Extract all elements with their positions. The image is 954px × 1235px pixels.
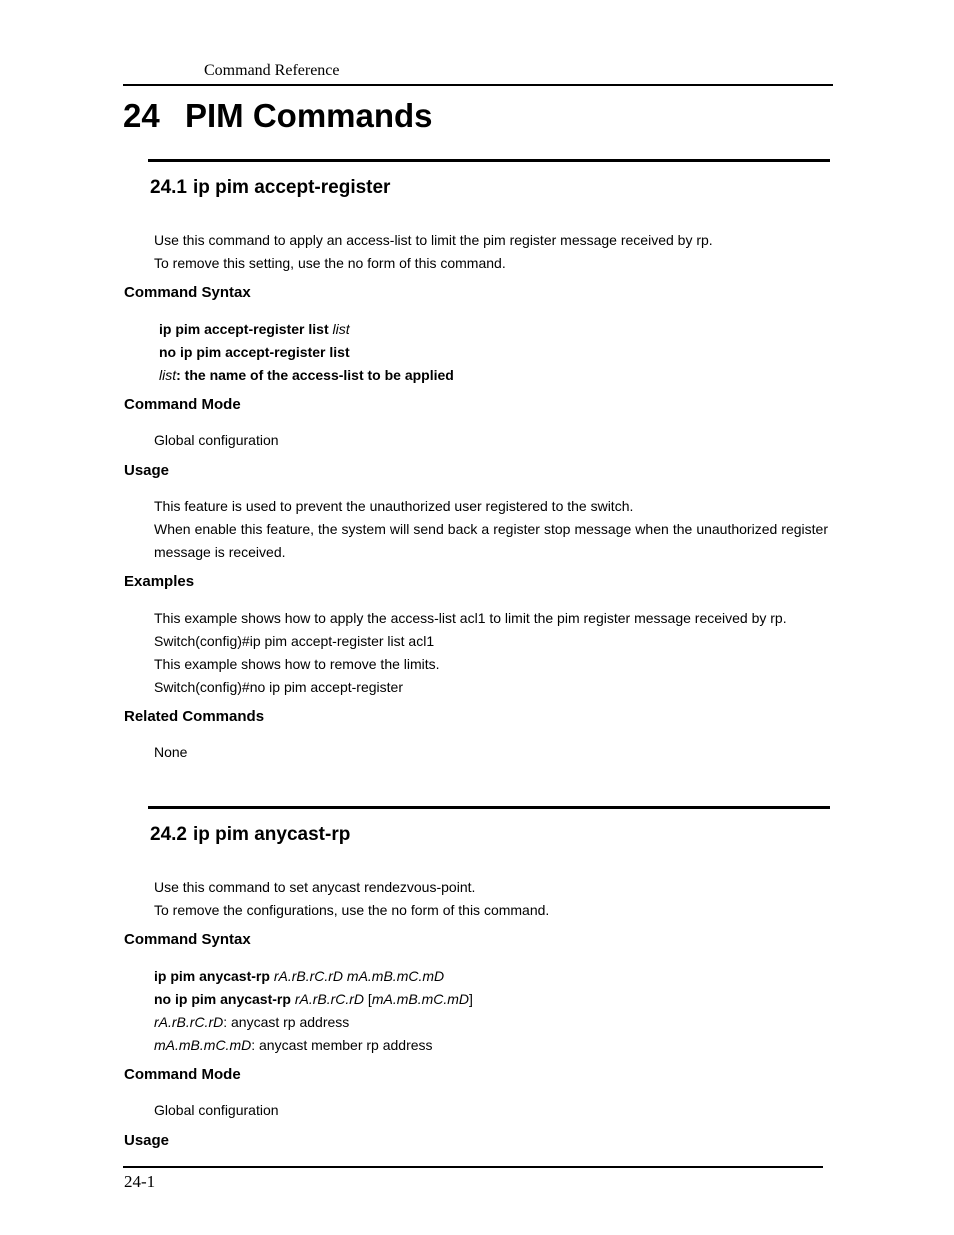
paragraph: To remove this setting, use the no form of this command.: [154, 255, 506, 271]
subheading-command-mode: Command Mode: [124, 1066, 241, 1083]
section-rule: [148, 159, 830, 162]
paragraph: Use this command to set anycast rendezvous-point.: [154, 879, 476, 895]
code-line: Switch(config)#ip pim accept-register list acl1: [154, 633, 435, 649]
chapter-number: 24: [123, 97, 160, 134]
syntax-argument: list: [159, 367, 177, 383]
syntax-command: no ip pim anycast-rp: [154, 991, 291, 1007]
paragraph: When enable this feature, the system will send back a register stop message when the unauthorized register message is received.: [154, 521, 828, 560]
syntax-optional-argument: mA.mB.mC.mD: [371, 991, 470, 1007]
command-syntax-block: [159, 318, 454, 387]
syntax-argument: rA.rB.rC.rD: [294, 991, 365, 1007]
related-commands-text: None: [154, 744, 188, 760]
syntax-argument-description: : anycast member rp address: [251, 1037, 433, 1053]
subheading-command-syntax: Command Syntax: [124, 284, 251, 301]
command-mode-text: Global configuration: [154, 432, 279, 448]
syntax-argument: list: [332, 321, 350, 337]
subheading-related-commands: Related Commands: [124, 708, 265, 725]
paragraph: This example shows how to apply the access-list acl1 to limit the pim register message received by rp.: [154, 610, 787, 626]
syntax-command: no ip pim accept-register list: [159, 344, 350, 360]
section-number: 24.2: [150, 824, 187, 845]
usage-text: [154, 495, 828, 564]
syntax-argument: mA.mB.mC.mD: [154, 1037, 252, 1053]
header-rule: [123, 84, 833, 86]
subheading-usage: Usage: [124, 462, 170, 479]
subheading-command-syntax: Command Syntax: [124, 931, 251, 948]
syntax-argument: rA.rB.rC.rD mA.mB.mC.mD: [273, 968, 445, 984]
code-line: Switch(config)#no ip pim accept-register: [154, 679, 403, 695]
section-intro: [154, 876, 549, 922]
section-rule: [148, 806, 830, 809]
syntax-argument-description: : anycast rp address: [223, 1014, 350, 1030]
command-mode-text: Global configuration: [154, 1102, 279, 1118]
syntax-line: [159, 318, 454, 341]
paragraph: To remove the configurations, use the no form of this command.: [154, 902, 550, 918]
examples-text: [154, 607, 787, 699]
syntax-line: [159, 364, 454, 387]
syntax-line: [159, 341, 454, 364]
syntax-line: [154, 988, 473, 1011]
running-header: Command Reference: [204, 62, 340, 79]
syntax-line: [154, 965, 473, 988]
section-heading: [150, 824, 350, 846]
syntax-argument: rA.rB.rC.rD: [154, 1014, 224, 1030]
syntax-line: [154, 1034, 473, 1057]
chapter-title: [123, 97, 433, 135]
section-heading: [150, 177, 390, 199]
syntax-argument-description: : the name of the access-list to be applied: [176, 367, 454, 383]
subheading-examples: Examples: [124, 573, 195, 590]
syntax-line: [154, 1011, 473, 1034]
optional-close-bracket: ]: [469, 991, 473, 1007]
section-number: 24.1: [150, 177, 187, 198]
page-number: 24-1: [124, 1172, 156, 1191]
optional-open-bracket: [: [367, 991, 372, 1007]
command-syntax-block: [154, 965, 473, 1057]
section-intro: [154, 229, 713, 275]
paragraph: Use this command to apply an access-list to limit the pim register message received by rp.: [154, 232, 713, 248]
subheading-command-mode: Command Mode: [124, 396, 241, 413]
chapter-title-text: PIM Commands: [185, 97, 433, 134]
paragraph: This feature is used to prevent the unauthorized user registered to the switch.: [154, 498, 634, 514]
subheading-usage: Usage: [124, 1132, 170, 1149]
section-title: ip pim accept-register: [193, 177, 391, 198]
syntax-command: ip pim anycast-rp: [154, 968, 270, 984]
syntax-command: ip pim accept-register list: [159, 321, 329, 337]
section-title: ip pim anycast-rp: [193, 824, 351, 845]
footer-rule: [123, 1166, 823, 1168]
paragraph: This example shows how to remove the limits.: [154, 656, 440, 672]
